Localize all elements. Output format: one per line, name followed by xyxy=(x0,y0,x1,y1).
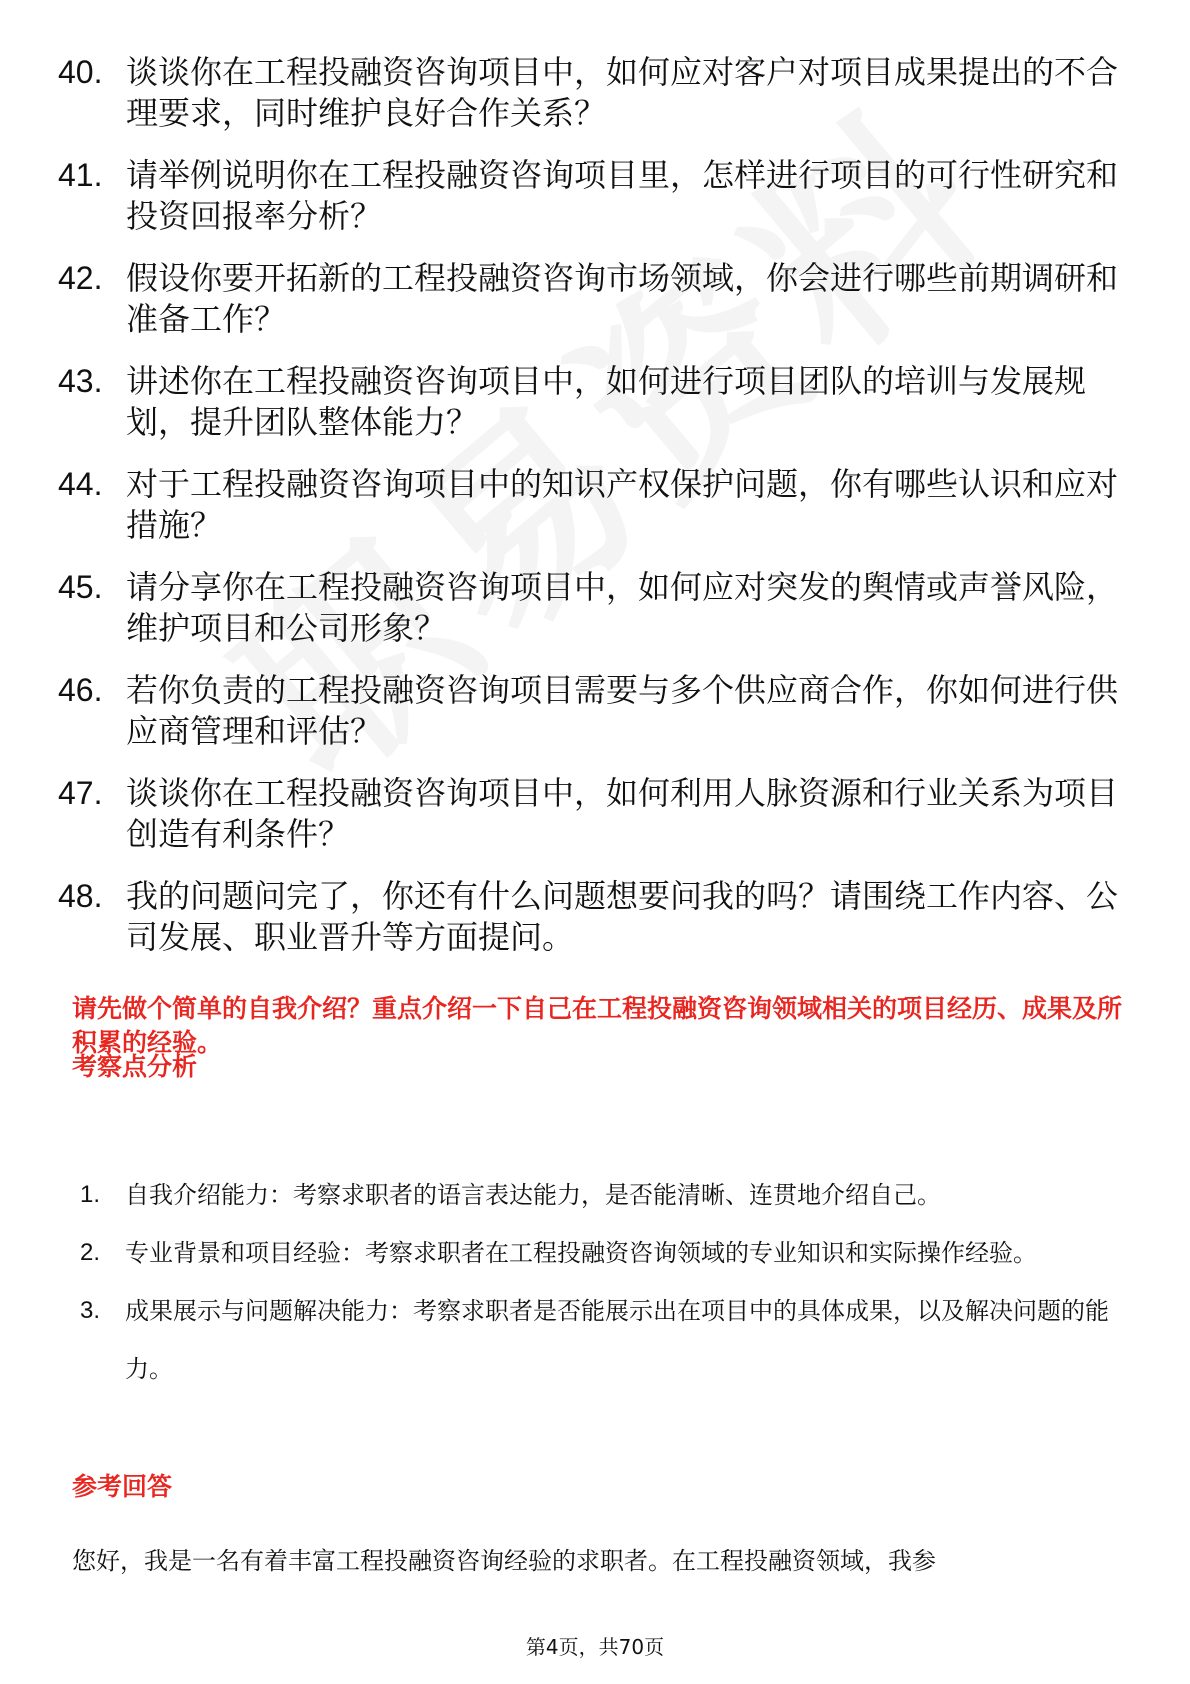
list-item xyxy=(58,155,1138,237)
analysis-text: 自我介绍能力：考察求职者的语言表达能力，是否能清晰、连贯地介绍自己。 xyxy=(125,1181,941,1209)
question-text: 对于工程投融资咨询项目中的知识产权保护问题，你有哪些认识和应对措施？ xyxy=(126,465,1119,544)
answer-text: 您好，我是一名有着丰富工程投融资咨询经验的求职者。在工程投融资领域，我参 xyxy=(72,1547,936,1575)
question-list xyxy=(58,52,1138,979)
list-item xyxy=(58,773,1138,855)
question-text: 我的问题问完了，你还有什么问题想要问我的吗？请围绕工作内容、公司发展、职业晋升等方面提问。 xyxy=(126,877,1119,956)
item-number: 48. xyxy=(58,878,103,914)
question-text: 若你负责的工程投融资咨询项目需要与多个供应商合作，你如何进行供应商管理和评估？ xyxy=(126,671,1119,750)
list-item xyxy=(80,1224,1130,1282)
question-text: 谈谈你在工程投融资咨询项目中，如何应对客户对项目成果提出的不合理要求，同时维护良好合作关系？ xyxy=(126,53,1119,132)
question-text: 谈谈你在工程投融资咨询项目中，如何利用人脉资源和行业关系为项目创造有利条件？ xyxy=(126,774,1119,853)
list-item xyxy=(58,567,1138,649)
analysis-text: 专业背景和项目经验：考察求职者在工程投融资咨询领域的专业知识和实际操作经验。 xyxy=(125,1239,1037,1267)
item-number: 3. xyxy=(80,1297,101,1324)
highlight-question: 请先做个简单的自我介绍？重点介绍一下自己在工程投融资咨询领域相关的项目经历、成果及所积累的经验。 xyxy=(72,994,1123,1057)
item-number: 45. xyxy=(58,569,103,605)
analysis-text: 成果展示与问题解决能力：考察求职者是否能展示出在项目中的具体成果，以及解决问题的能力。 xyxy=(125,1297,1109,1383)
question-text: 请分享你在工程投融资咨询项目中，如何应对突发的舆情或声誉风险，维护项目和公司形象？ xyxy=(126,568,1119,647)
list-item xyxy=(58,876,1138,958)
list-item xyxy=(58,464,1138,546)
item-number: 40. xyxy=(58,54,103,90)
list-item xyxy=(58,52,1138,134)
list-item xyxy=(58,670,1138,752)
item-number: 47. xyxy=(58,775,103,811)
item-number: 41. xyxy=(58,157,103,193)
list-item xyxy=(80,1282,1130,1398)
item-number: 44. xyxy=(58,466,103,502)
item-number: 43. xyxy=(58,363,103,399)
question-text: 请举例说明你在工程投融资咨询项目里，怎样进行项目的可行性研究和投资回报率分析？ xyxy=(126,156,1119,235)
analysis-title: 考察点分析 xyxy=(72,1052,198,1081)
page-number: 第4页，共70页 xyxy=(525,1635,665,1659)
item-number: 2. xyxy=(80,1239,101,1266)
question-text: 讲述你在工程投融资咨询项目中，如何进行项目团队的培训与发展规划，提升团队整体能力？ xyxy=(126,362,1087,441)
answer-title: 参考回答 xyxy=(72,1472,173,1501)
item-number: 46. xyxy=(58,672,103,708)
list-item xyxy=(58,258,1138,340)
item-number: 1. xyxy=(80,1181,101,1208)
analysis-list xyxy=(80,1166,1130,1398)
item-number: 42. xyxy=(58,260,103,296)
question-text: 假设你要开拓新的工程投融资咨询市场领域，你会进行哪些前期调研和准备工作？ xyxy=(126,259,1119,338)
list-item xyxy=(80,1166,1130,1224)
list-item xyxy=(58,361,1138,443)
